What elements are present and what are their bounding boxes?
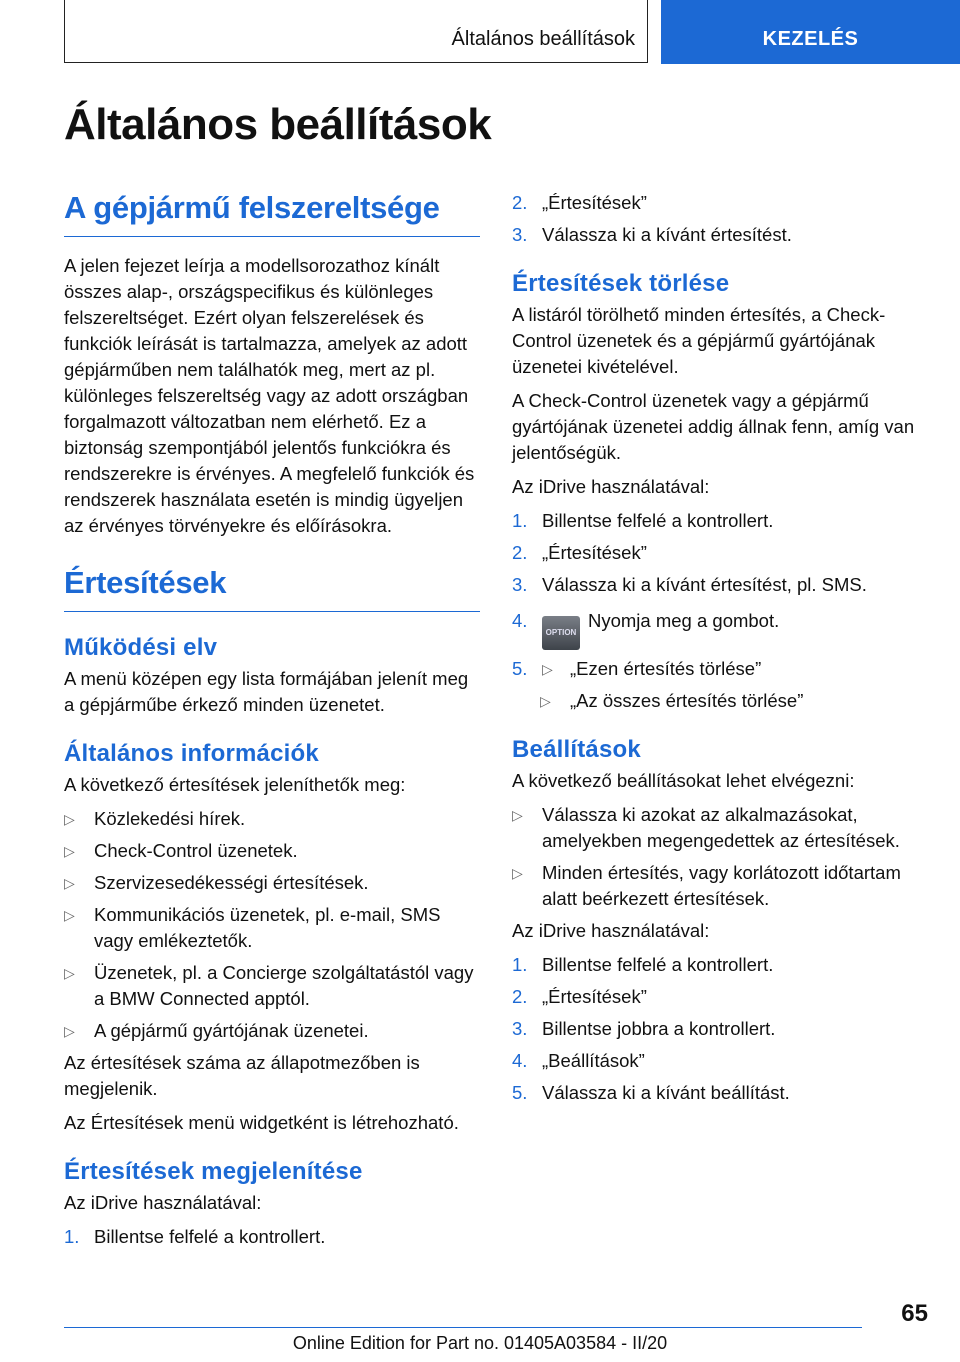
list-item: ▷ „Az összes értesítés törlése”	[512, 688, 928, 714]
bullet-icon: ▷	[64, 965, 75, 981]
list-item: ▷ Közlekedési hírek.	[64, 806, 480, 832]
step-item: 3. Válassza ki a kívánt értesítést, pl. SMS.	[512, 572, 928, 598]
step-item: 3. Válassza ki a kívánt értesítést.	[512, 222, 928, 248]
heading-altalanos-informaciok: Általános információk	[64, 740, 319, 767]
step-number: 4.	[512, 1050, 528, 1071]
section-title-felszereltseg: A gépjármű felszereltsége	[64, 190, 480, 237]
list-item: ▷ Check-Control üzenetek.	[64, 838, 480, 864]
bullet-icon: ▷	[64, 1023, 75, 1039]
step-item: 5. ▷ „Ezen értesítés törlése”	[512, 656, 928, 682]
paragraph: Az értesítések száma az állapotmezőben is megjelenik.	[64, 1052, 420, 1099]
step-item: 5. Válassza ki a kívánt beállítást.	[512, 1080, 928, 1106]
step-number: 5.	[512, 658, 528, 679]
paragraph: A listáról törölhető minden értesítés, a Check-Control üzenetek és a gépjármű gyártójának üzenetei kivételével.	[512, 304, 886, 377]
step-item: 1. Billentse felfelé a kontrollert.	[64, 1224, 480, 1250]
paragraph: A jelen fejezet leírja a modellsorozathoz kínált összes alap-, országspecifikus és különleges felszereltséget. Ezért olyan felszerelések és funkciók leírását is tartalmazza, amelyek az adott gépjárműben nem találhatók meg, mert az pl. különleges felszereltség vagy az adott országban forgalmazott változatban nem elérhető. Ez a biztonság szempontjából jelentős funkciókra és rendszerekre is érvényes. A megfelelő funkciók és rendszerek használata esetén is mindig ügyeljen az érvényes törvényekre és előírásokra.	[64, 255, 475, 536]
bullet-icon: ▷	[64, 843, 75, 859]
step-number: 1.	[512, 954, 528, 975]
list-item: ▷ Minden értesítés, vagy korlátozott időtartam alatt beérkezett értesítések.	[512, 862, 901, 909]
heading-ertesitesek-megjelenitese: Értesítések megjelenítése	[64, 1158, 363, 1185]
step-item: 4. „Beállítások”	[512, 1048, 928, 1074]
step-item: 4. OPTIONNyomja meg a gombot.	[512, 608, 928, 650]
step-item: 2. „Értesítések”	[512, 190, 928, 216]
list-item: ▷ Szervizesedékességi értesítések.	[64, 870, 480, 896]
bullet-icon: ▷	[542, 661, 553, 677]
bullet-icon: ▷	[64, 811, 75, 827]
step-number: 3.	[512, 224, 528, 245]
step-item: 2. „Értesítések”	[512, 984, 928, 1010]
step-number: 2.	[512, 542, 528, 563]
paragraph: Az Értesítések menü widgetként is létrehozható.	[64, 1112, 459, 1133]
page-number: 65	[901, 1300, 928, 1327]
step-number: 2.	[512, 192, 528, 213]
list-item: ▷ Kommunikációs üzenetek, pl. e-mail, SMS vagy emlékeztetők.	[64, 904, 441, 951]
footer-divider	[64, 1327, 862, 1328]
bullet-icon: ▷	[512, 807, 523, 823]
heading-mukodesi-elv: Működési elv	[64, 634, 218, 661]
bullet-icon: ▷	[64, 875, 75, 891]
paragraph: Az iDrive használatával:	[512, 476, 710, 497]
paragraph: Az iDrive használatával:	[512, 920, 710, 941]
step-number: 1.	[64, 1226, 80, 1247]
right-column	[512, 190, 928, 1112]
paragraph: A következő beállításokat lehet elvégezni:	[512, 770, 855, 791]
heading-beallitasok: Beállítások	[512, 736, 641, 763]
step-item: 1. Billentse felfelé a kontrollert.	[512, 508, 928, 534]
step-item: 1. Billentse felfelé a kontrollert.	[512, 952, 928, 978]
page-title: Általános beállítások	[64, 100, 492, 149]
step-item: 2. „Értesítések”	[512, 540, 928, 566]
header-chapter-tab: KEZELÉS	[661, 0, 960, 64]
step-number: 4.	[512, 610, 528, 631]
header-section-box	[64, 0, 648, 63]
step-number: 2.	[512, 986, 528, 1007]
paragraph: A menü középen egy lista formájában jelenít meg a gépjárműbe érkező minden üzenetet.	[64, 668, 469, 715]
paragraph: Az iDrive használatával:	[64, 1192, 262, 1213]
option-button-icon: OPTION	[542, 616, 580, 650]
bullet-icon: ▷	[540, 693, 551, 709]
footer-edition: Online Edition for Part no. 01405A03584 - II/20	[292, 1333, 668, 1353]
header-section-title: Általános beállítások	[451, 28, 635, 50]
list-item: ▷ Válassza ki azokat az alkalmazásokat, amelyekben megengedettek az értesítések.	[512, 804, 900, 851]
bullet-icon: ▷	[512, 865, 523, 881]
page-header	[0, 0, 960, 66]
step-item: 3. Billentse jobbra a kontrollert.	[512, 1016, 928, 1042]
bullet-icon: ▷	[64, 907, 75, 923]
list-item: ▷ A gépjármű gyártójának üzenetei.	[64, 1018, 480, 1044]
paragraph: A következő értesítések jeleníthetők meg:	[64, 774, 406, 795]
section-title-ertesitesek: Értesítések	[64, 565, 480, 612]
step-number: 1.	[512, 510, 528, 531]
step-number: 3.	[512, 1018, 528, 1039]
step-number: 3.	[512, 574, 528, 595]
list-item: ▷ Üzenetek, pl. a Concierge szolgáltatástól vagy a BMW Connected apptól.	[64, 962, 474, 1009]
paragraph: A Check-Control üzenetek vagy a gépjármű gyártójának üzenetei addig állnak fenn, amíg van jelentőségük.	[512, 390, 915, 463]
left-column	[64, 190, 480, 1256]
heading-ertesitesek-torlese: Értesítések törlése	[512, 270, 730, 297]
step-number: 5.	[512, 1082, 528, 1103]
